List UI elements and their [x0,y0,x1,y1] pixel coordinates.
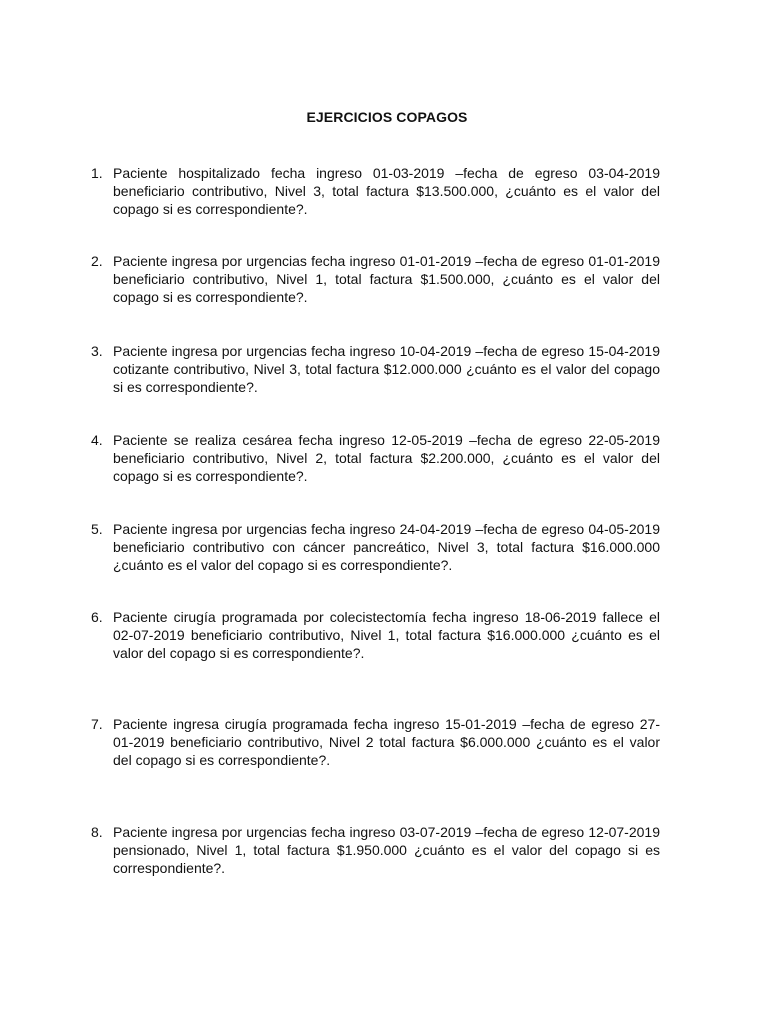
exercise-number: 2. [91,253,103,269]
exercise-text: Paciente cirugía programada por colecistectomía fecha ingreso 18-06-2019 fallece el 02-07-2019 beneficiario contributivo, Nivel 1, total factura $16.000.000 ¿cuánto es el valor del copago si es correspondiente?. [113,609,660,661]
exercise-item-7 [91,715,660,769]
exercise-text: Paciente hospitalizado fecha ingreso 01-03-2019 –fecha de egreso 03-04-2019 beneficiario contributivo, Nivel 3, total factura $13.500.000, ¿cuánto es el valor del copago si es correspondiente?. [113,165,660,217]
exercise-item-3 [91,342,660,396]
exercise-number: 7. [91,716,103,732]
exercise-number: 6. [91,609,103,625]
exercise-item-6 [91,608,660,662]
exercise-item-8 [91,823,660,877]
exercise-text: Paciente ingresa por urgencias fecha ingreso 10-04-2019 –fecha de egreso 15-04-2019 cotizante contributivo, Nivel 3, total factura $12.000.000 ¿cuánto es el valor del copago si es correspondiente?. [113,343,660,395]
exercise-number: 4. [91,432,103,448]
exercise-text: Paciente ingresa cirugía programada fecha ingreso 15-01-2019 –fecha de egreso 27-01-2019 beneficiario contributivo, Nivel 2 total factura $6.000.000 ¿cuánto es el valor del copago si es correspondiente?. [113,716,660,768]
exercise-number: 1. [91,165,103,181]
exercise-text: Paciente ingresa por urgencias fecha ingreso 03-07-2019 –fecha de egreso 12-07-2019 pensionado, Nivel 1, total factura $1.950.000 ¿cuánto es el valor del copago si es correspondiente?. [113,824,660,876]
exercise-item-1 [91,164,660,218]
exercise-item-5 [91,520,660,574]
document-title: EJERCICIOS COPAGOS [306,109,468,125]
exercise-number: 3. [91,343,103,359]
exercise-text: Paciente ingresa por urgencias fecha ingreso 01-01-2019 –fecha de egreso 01-01-2019 beneficiario contributivo, Nivel 1, total factura $1.500.000, ¿cuánto es el valor del copago si es correspondiente?. [113,253,660,305]
exercise-item-4 [91,431,660,485]
exercise-number: 5. [91,521,103,537]
exercise-number: 8. [91,824,103,840]
exercise-text: Paciente ingresa por urgencias fecha ingreso 24-04-2019 –fecha de egreso 04-05-2019 beneficiario contributivo con cáncer pancreático, Nivel 3, total factura $16.000.000 ¿cuánto es el valor del copago si es correspondiente?. [113,521,660,573]
exercise-item-2 [91,252,660,306]
exercise-text: Paciente se realiza cesárea fecha ingreso 12-05-2019 –fecha de egreso 22-05-2019 beneficiario contributivo, Nivel 2, total factura $2.200.000, ¿cuánto es el valor del copago si es correspondiente?. [113,432,660,484]
